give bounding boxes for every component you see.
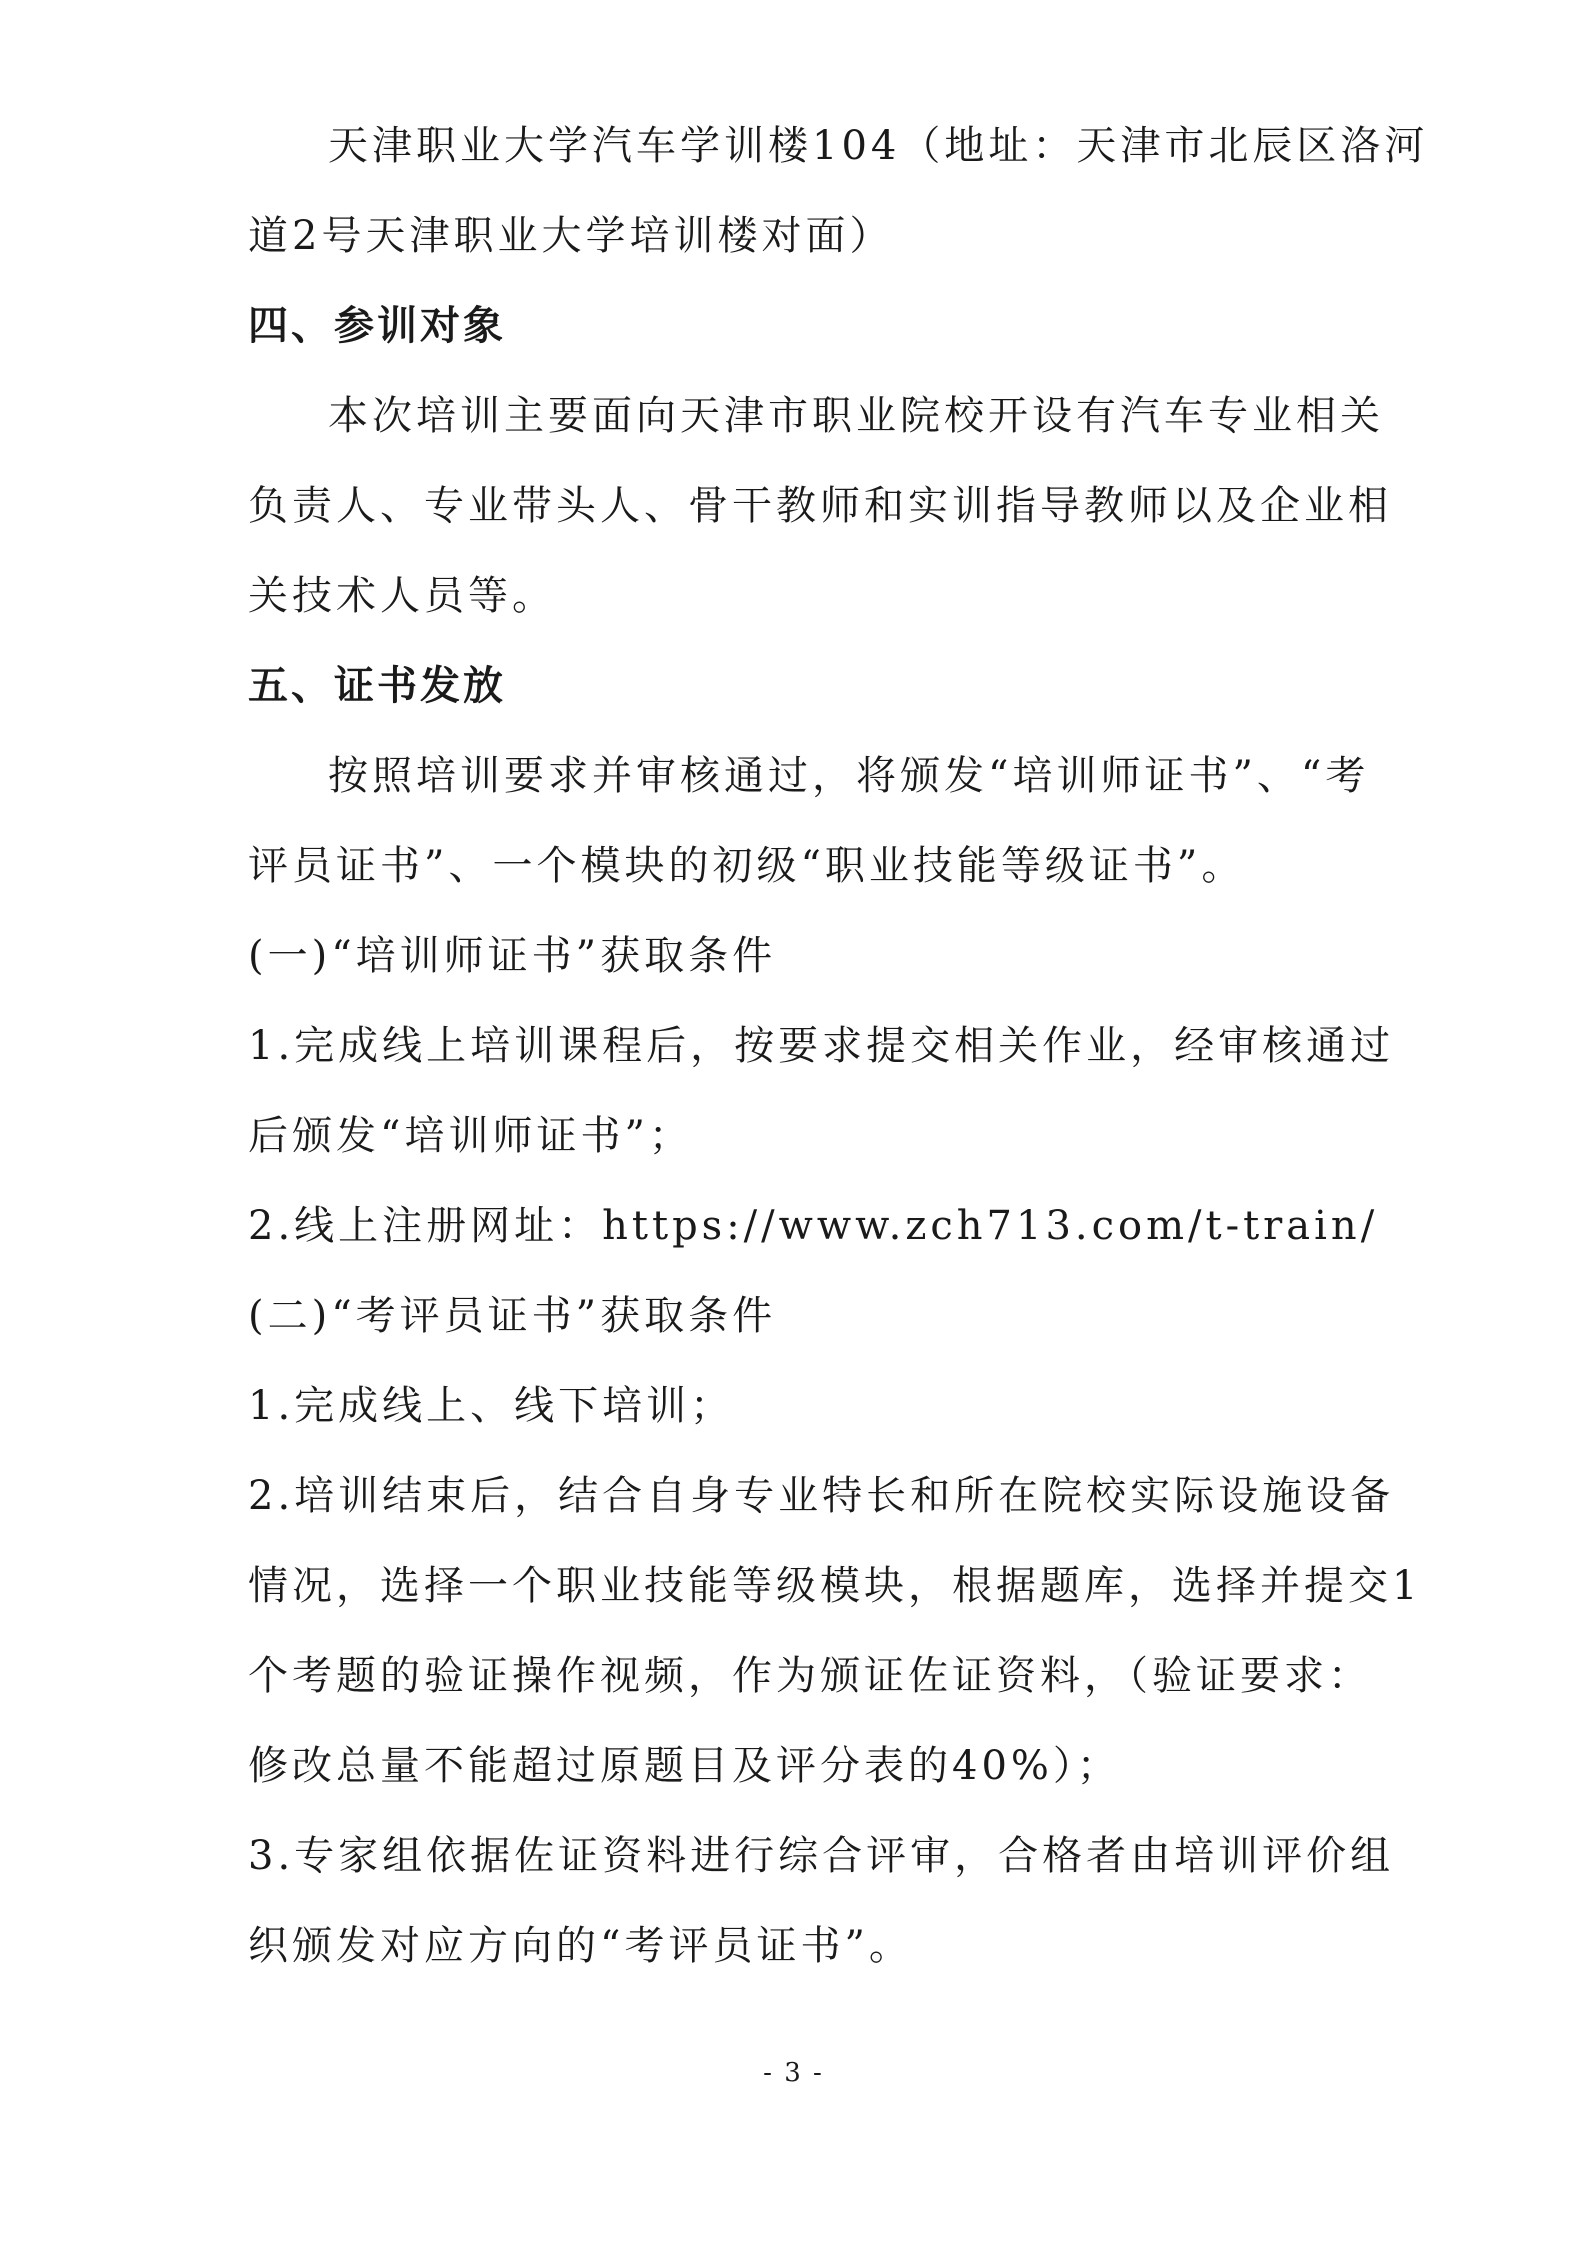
examiner-item-3-line-1: 3.专家组依据佐证资料进行综合评审，合格者由培训评价组 [248, 1833, 1395, 1879]
examiner-item-2-line-1: 2.培训结束后，结合自身专业特长和所在院校实际设施设备 [248, 1473, 1395, 1519]
certificates-line-1: 按照培训要求并审核通过，将颁发“培训师证书”、“考 [328, 753, 1370, 799]
page-number: - 3 - [763, 2058, 824, 2088]
subheading-examiner-certificate: (二)“考评员证书”获取条件 [248, 1293, 777, 1339]
participants-line-2: 负责人、专业带头人、骨干教师和实训指导教师以及企业相 [248, 483, 1392, 529]
trainer-item-1-line-1: 1.完成线上培训课程后，按要求提交相关作业，经审核通过 [248, 1023, 1395, 1069]
certificates-line-2: 评员证书”、一个模块的初级“职业技能等级证书”。 [248, 843, 1246, 889]
examiner-item-2-line-4: 修改总量不能超过原题目及评分表的40%）； [248, 1743, 1121, 1789]
examiner-item-2-line-3: 个考题的验证操作视频，作为颁证佐证资料，（验证要求： [248, 1653, 1372, 1699]
section-heading-certificates: 五、证书发放 [248, 663, 506, 709]
participants-line-1: 本次培训主要面向天津市职业院校开设有汽车专业相关 [328, 393, 1384, 439]
trainer-item-1-line-2: 后颁发“培训师证书”； [248, 1113, 693, 1159]
section-heading-participants: 四、参训对象 [248, 303, 506, 349]
location-line-1: 天津职业大学汽车学训楼104（地址：天津市北辰区洛河 [328, 123, 1429, 169]
examiner-item-2-line-2: 情况，选择一个职业技能等级模块，根据题库，选择并提交1 [248, 1563, 1422, 1609]
trainer-item-2-registration-url: 2.线上注册网址：https://www.zch713.com/t-train/ [248, 1203, 1379, 1249]
examiner-item-1: 1.完成线上、线下培训； [248, 1383, 735, 1429]
participants-line-3: 关技术人员等。 [248, 573, 556, 619]
location-line-2: 道2号天津职业大学培训楼对面） [248, 213, 894, 259]
examiner-item-3-line-2: 织颁发对应方向的“考评员证书”。 [248, 1923, 913, 1969]
subheading-trainer-certificate: (一)“培训师证书”获取条件 [248, 933, 777, 979]
